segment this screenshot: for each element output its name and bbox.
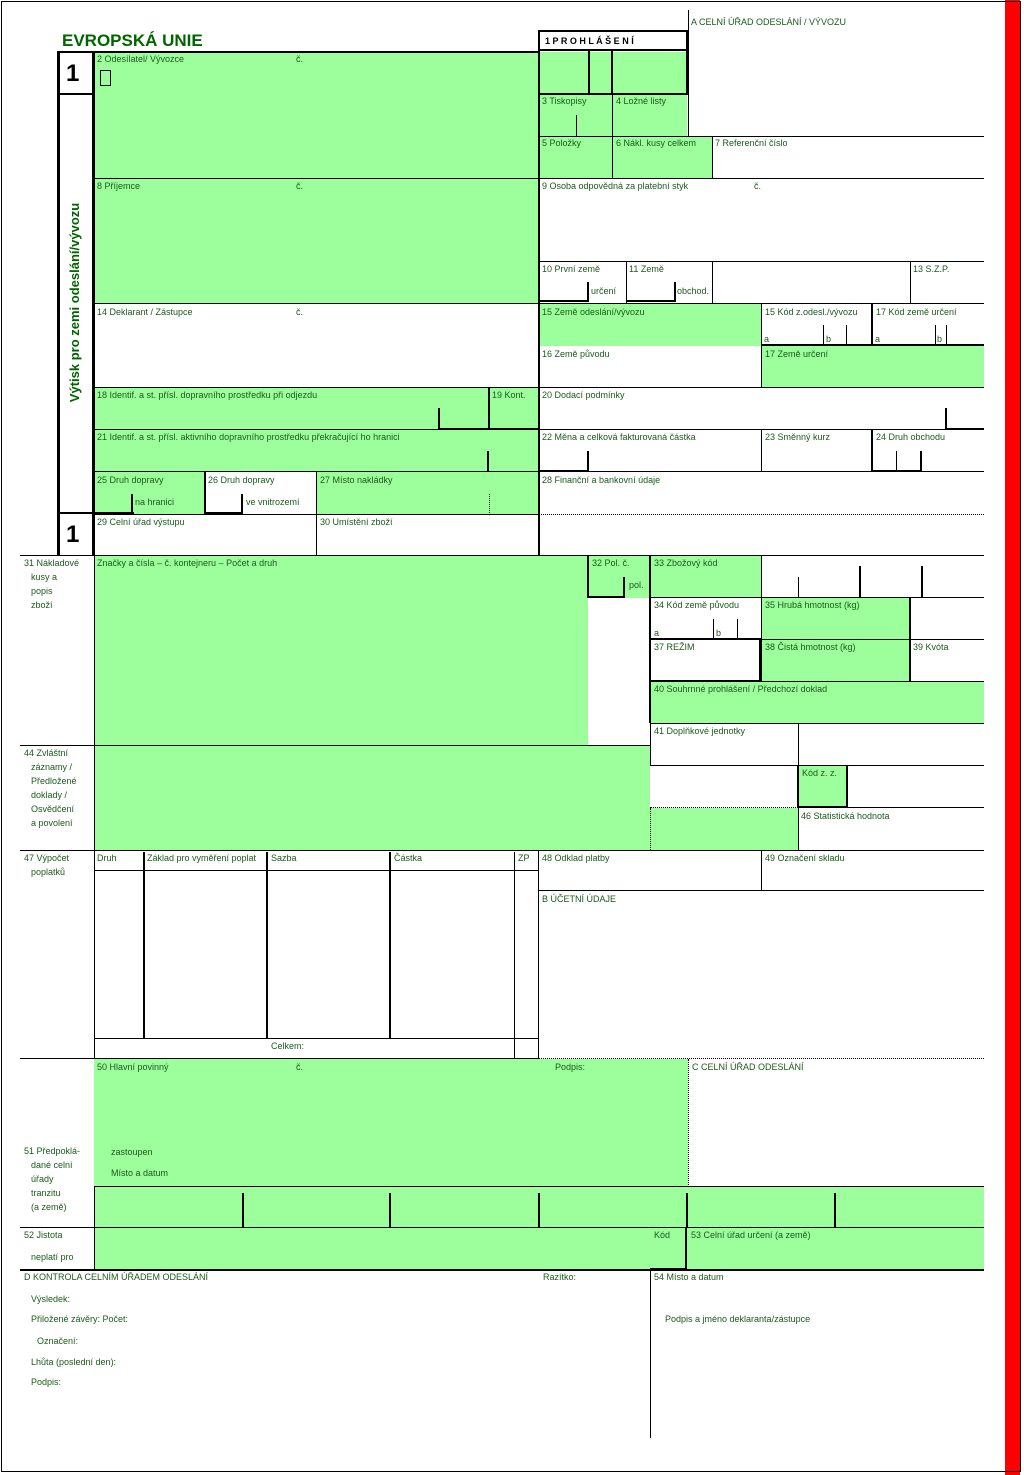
- label-misto: Místo a datum: [111, 1168, 169, 1178]
- label-39: 39 Kvóta: [913, 642, 949, 652]
- label-44a: 44 Zvláštní: [24, 748, 69, 758]
- label-17a: 17 Kód země určení: [876, 307, 957, 317]
- label-44f: a povolení: [31, 818, 73, 828]
- label-31b: kusy a: [31, 572, 58, 582]
- field-8-consignee[interactable]: [94, 179, 539, 304]
- label-18: 18 Identif. a st. přísl. dopravního prostředku při odjezdu: [97, 390, 318, 400]
- label-51a: 51 Předpoklá-: [24, 1146, 81, 1156]
- label-28: 28 Finanční a bankovní údaje: [542, 475, 661, 485]
- label-5: 5 Položky: [542, 138, 582, 148]
- col-zp: ZP: [518, 853, 530, 863]
- label-7: 7 Referenční číslo: [715, 138, 788, 148]
- label-21: 21 Identif. a st. přísl. aktivního dopravního prostředku překračující ho hranici: [97, 432, 400, 442]
- label-podpis2: Podpis:: [31, 1377, 62, 1387]
- eu-title: EVROPSKÁ UNIE: [62, 31, 203, 50]
- label-35: 35 Hrubá hmotnost (kg): [765, 600, 860, 610]
- label-celkem: Celkem:: [271, 1041, 305, 1051]
- label-2-no: č.: [296, 54, 304, 64]
- label-15a-b: b: [826, 334, 832, 344]
- label-32b: pol.: [629, 580, 644, 590]
- label-40: 40 Souhrnné prohlášení / Předchozí doklad: [654, 684, 828, 694]
- label-15a-a: a: [764, 334, 770, 344]
- label-9: 9 Osoba odpovědná za platební styk: [542, 181, 689, 191]
- label-31c: popis: [31, 586, 53, 596]
- label-38: 38 Čistá hmotnost (kg): [765, 642, 856, 652]
- label-50-no: č.: [296, 1062, 304, 1072]
- label-22: 22 Měna a celková fakturovaná částka: [542, 432, 696, 442]
- label-51c: úřady: [31, 1174, 54, 1184]
- label-4: 4 Ložné listy: [616, 96, 667, 106]
- label-32: 32 Pol. č.: [592, 558, 630, 568]
- label-25b: na hranici: [135, 497, 175, 507]
- label-17a-b: b: [937, 334, 943, 344]
- field-2-consignor[interactable]: [94, 52, 539, 179]
- label-44b: záznamy /: [31, 762, 73, 772]
- label-11: 11 Země: [629, 264, 664, 274]
- label-kod-zz: Kód z. z.: [802, 768, 838, 778]
- label-lhuta: Lhůta (poslední den):: [31, 1357, 117, 1367]
- label-27: 27 Místo nakládky: [320, 475, 393, 485]
- col-druh: Druh: [97, 853, 117, 863]
- label-31a: 31 Nákladové: [24, 558, 80, 568]
- copy-number-bottom: 1: [66, 521, 80, 548]
- field-44-extension: [650, 808, 798, 850]
- label-10: 10 První země: [542, 264, 601, 274]
- label-51b: dané celní: [31, 1160, 73, 1170]
- col-zaklad: Základ pro vyměření poplat: [147, 853, 257, 863]
- label-podpis: Podpis:: [555, 1062, 586, 1072]
- field-31-goods-description[interactable]: [94, 556, 588, 746]
- label-podpis-deklarant: Podpis a jméno deklaranta/zástupce: [665, 1314, 811, 1324]
- field-44-additional-info[interactable]: [94, 746, 650, 850]
- label-19: 19 Kont.: [492, 390, 526, 400]
- col-sazba: Sazba: [271, 853, 297, 863]
- label-26b: ve vnitrozemí: [246, 497, 300, 507]
- label-31: Značky a čísla – č. kontejneru – Počet a druh: [97, 558, 278, 568]
- label-oznaceni: Označení:: [37, 1336, 79, 1346]
- label-11b: obchod.: [677, 286, 710, 296]
- label-6: 6 Nákl. kusy celkem: [616, 138, 697, 148]
- label-47a: 47 Výpočet: [24, 853, 70, 863]
- copy-number-top: 1: [66, 60, 80, 87]
- col-castka: Částka: [394, 853, 423, 863]
- label-54: 54 Místo a datum: [654, 1272, 724, 1282]
- label-13: 13 S.Z.P.: [913, 264, 950, 274]
- label-9-no: č.: [754, 181, 762, 191]
- label-razitko: Razítko:: [543, 1272, 577, 1282]
- label-10b: určení: [591, 286, 617, 296]
- label-15a: 15 Kód z.odesl./vývozu: [765, 307, 858, 317]
- label-zavery: Přiložené závěry: Počet:: [31, 1314, 129, 1324]
- label-zastoupen: zastoupen: [111, 1147, 153, 1157]
- label-8: 8 Příjemce: [97, 181, 141, 191]
- checkbox-consignor[interactable]: [100, 70, 111, 86]
- label-20: 20 Dodací podmínky: [542, 390, 625, 400]
- label-c: C CELNÍ ÚŘAD ODESLÁNÍ: [692, 1062, 804, 1072]
- label-17a-a: a: [875, 334, 881, 344]
- label-44e: Osvědčení: [31, 804, 75, 814]
- label-8-no: č.: [296, 181, 304, 191]
- label-52b: neplatí pro: [31, 1252, 74, 1262]
- label-41: 41 Doplňkové jednotky: [654, 726, 746, 736]
- label-16: 16 Země původu: [542, 349, 610, 359]
- label-51d: tranzitu: [31, 1188, 61, 1198]
- label-24: 24 Druh obchodu: [876, 432, 946, 442]
- field-50-principal[interactable]: [94, 1059, 688, 1187]
- label-17: 17 Země určení: [765, 349, 829, 359]
- label-49: 49 Označení skladu: [765, 853, 845, 863]
- label-d: D KONTROLA CELNÍM ÚŘADEM ODESLÁNÍ: [24, 1272, 209, 1282]
- label-44d: doklady /: [31, 790, 68, 800]
- label-51e: (a země): [31, 1202, 67, 1212]
- label-53: 53 Celní úřad určení (a země): [691, 1230, 811, 1240]
- label-44c: Předložené: [31, 776, 77, 786]
- label-50: 50 Hlavní povinný: [97, 1062, 169, 1072]
- label-52: 52 Jistota: [24, 1230, 63, 1240]
- label-37: 37 REŽIM: [654, 642, 695, 652]
- label-25: 25 Druh dopravy: [97, 475, 164, 485]
- vertical-copy-label: Výtisk pro zemi odeslání/vývozu: [67, 202, 82, 403]
- label-46: 46 Statistická hodnota: [801, 811, 890, 821]
- label-kod: Kód: [654, 1230, 671, 1240]
- label-2: 2 Odesílatel/ Vývozce: [97, 54, 185, 64]
- field-52-guarantee[interactable]: [94, 1228, 984, 1270]
- label-48: 48 Odklad platby: [542, 853, 610, 863]
- label-23: 23 Směnný kurz: [765, 432, 831, 442]
- label-34-a: a: [654, 628, 660, 638]
- label-3: 3 Tiskopisy: [542, 96, 587, 106]
- label-33: 33 Zbožový kód: [654, 558, 718, 568]
- label-b: B ÚČETNÍ ÚDAJE: [542, 894, 617, 904]
- label-vysledek: Výsledek:: [31, 1294, 71, 1304]
- label-14-no: č.: [296, 307, 304, 317]
- label-30: 30 Umístění zboží: [320, 517, 393, 527]
- label-29: 29 Celní úřad výstupu: [97, 517, 185, 527]
- label-14: 14 Deklarant / Zástupce: [97, 307, 193, 317]
- label-34-b: b: [716, 628, 722, 638]
- label-34: 34 Kód země původu: [654, 600, 740, 610]
- declaration-label: 1 P R O H L Á Š E N Í: [545, 36, 634, 46]
- label-26: 26 Druh dopravy: [208, 475, 275, 485]
- label-31d: zboží: [31, 600, 53, 610]
- label-15: 15 Země odeslání/vývozu: [542, 307, 645, 317]
- office-a-label: A CELNÍ ÚŘAD ODESLÁNÍ / VÝVOZU: [691, 17, 847, 27]
- label-47b: poplatků: [31, 867, 66, 877]
